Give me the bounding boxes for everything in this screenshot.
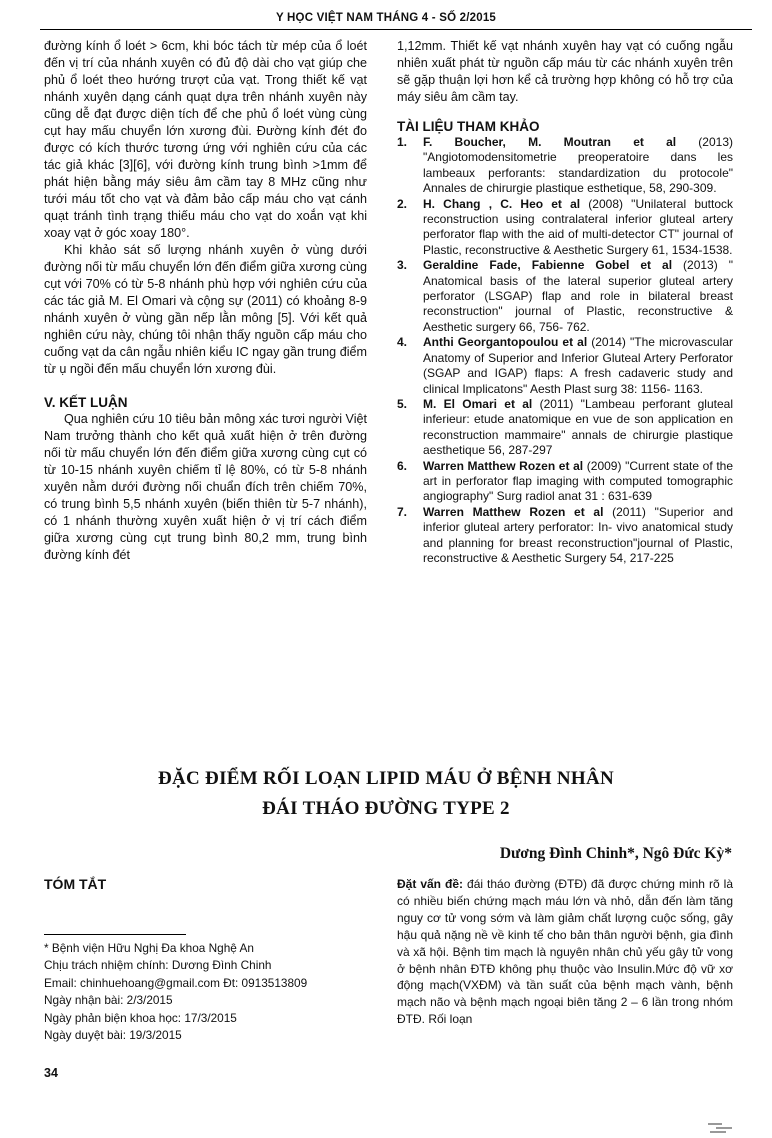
scan-mark-icon	[706, 1120, 736, 1134]
abstract-body: đái tháo đường (ĐTĐ) đã được chứng minh rõ là có nhiều biến chứng mạch máu lớn và nhỏ, dẫn đến làm tăng nguy cơ tử vong sớm và làm giảm chất lượng cuộc sống, gây hậu quả nặng nề về kinh tế cho bản thân người bệnh, gia đình và xã hội. Bệnh tim mạch là nguyên nhân chủ yếu gây tử vong ở bệnh nhân ĐTĐ không phụ thuộc vào Insulin.Mức độ vữ xơ động mạch(VXĐM) và tần suất của bệnh mạch vành, bệnh mạch não và bệnh mạch ngoại biên tăng 2 – 6 lần trong nhóm ĐTĐ. Rối loạn	[397, 877, 733, 1027]
reference-item: 2. H. Chang , C. Heo et al (2008) "Unilateral buttock reconstruction using contralateral inferior gluteal artery perforator flap with the aid of multi-detector CT" journal of Plastic, reconstructive & Aesthetic Surgery 61, 1534-1538.	[397, 196, 734, 257]
footnote-reviewed: Ngày phản biện khoa học: 17/3/2015	[44, 1010, 237, 1025]
summary-heading: TÓM TẮT	[44, 876, 107, 892]
footnote-received: Ngày nhận bài: 2/3/2015	[44, 993, 173, 1008]
body-paragraph: 1,12mm. Thiết kế vạt nhánh xuyên hay vạt có cuống ngẫu nhiên xuất phát từ nguồn cấp máu từ các nhánh xuyên trên sẽ gặp thuận lợi hơn kể cả trường hợp không có hỗ trợ của máy siêu âm cầm tay.	[397, 39, 733, 104]
footnote-contact: Email: chinhuehoang@gmail.com Đt: 0913513809	[44, 975, 308, 990]
article-authors: Dương Đình Chinh*, Ngô Đức Kỳ*	[499, 845, 732, 862]
body-paragraph: Khi khảo sát số lượng nhánh xuyên ở vùng dưới đường nối từ mấu chuyển lớn đến điểm giữa xương cùng cụt với 70% có từ 5-8 nhánh phù hợp với nghiên cứu của các tác giả M. El Omari và cộng sự (2011) có khoảng 8-9 nhánh xuyên ở vùng gần nếp lằn mông [5]. Với kết quả nghiên cứu này, chúng tôi nhận thấy nguồn cấp máu cho cuống vạt da cân ngẫu nhiên kiểu IC ngay gần trung điểm từ ụ ngồi đến mấu chuyển lớn xương đùi.	[44, 243, 367, 376]
body-paragraph: đường kính ổ loét > 6cm, khi bóc tách từ mép của ổ loét đến vị trí của nhánh xuyên có đủ độ dài cho vạt giúp che phủ ổ loét theo hướng trượt của vạt. Trong thiết kế vạt nhánh xuyên dạng cánh quạt dựa trên nhánh xuyên này cũng dễ đạt được diện tích để che phủ ổ loét vùng cùng cụt hay mấu chuyển lớn xương đùi. Đường kính đét đo được có kích thước tương ứng với nghiên cứu của các tác giả khác [3][6], với đường kính trung bình >1mm để phát hiện bằng máy siêu âm cầm tay 8 MHz cũng như tưới máu tốt cho vạt và đảm bảo cấp máu cho vạt cánh quạt tránh tình trạng thiếu máu cho vạt do xoắn vạt khi xoay vạt ở góc xoay 180°.	[44, 39, 367, 240]
abstract-lead: Đặt vấn đề:	[397, 877, 464, 891]
reference-item: 4. Anthi Georgantopoulou et al (2014) "The microvascular Anatomy of Superior and Inferior Gluteal Artery Perforator (SGAP and IGAP) flaps: A fresh cadaveric study and clinical Implicatons" Aesth Plast surg 38: 1156- 1163.	[397, 335, 733, 396]
reference-item: 7. Warren Matthew Rozen et al (2011) "Superior and inferior gluteal artery perforator: In- vivo anatomical study and planning for breast reconstruction"journal of Plastic, reconstructive & Aesthetic Surgery 54, 217-225	[397, 504, 733, 565]
left-column	[44, 38, 367, 564]
section-heading: V. KẾT LUẬN	[44, 395, 128, 410]
footnotes	[44, 940, 374, 1044]
body-paragraph: Qua nghiên cứu 10 tiêu bản mông xác tươi người Việt Nam trưởng thành cho kết quả xuất hiện ở trên đường nối từ mấu chuyển lớn đến điểm giữa xương cùng cụt có từ 10-15 nhánh xuyên chiếm tỉ lệ 80%, có từ 5-8 nhánh xuyên nằm dưới đường nối chuẩn đích trên chiếm 70%, có trung bình 5,5 nhánh xuyên (biến thiên từ 5-7 nhánh), có 1 nhánh thường xuyên xuất hiện ở vị trí cách điểm giữa xương cùng cụt trung bình 80,2 mm, trung bình đường kính đét	[44, 412, 367, 562]
footnote-approved: Ngày duyệt bài: 19/3/2015	[44, 1028, 182, 1043]
abstract-text	[397, 876, 733, 1028]
article-title-line1: ĐẶC ĐIỂM RỐI LOẠN LIPID MÁU Ở BỆNH NHÂN	[157, 768, 615, 789]
footnote-affiliation: * Bệnh viện Hữu Nghị Đa khoa Nghệ An	[44, 941, 254, 955]
reference-item: 1. F. Boucher, M. Moutran et al (2013) "Angiotomodensitometrie preoperatoire dans les lambeaux perforants: standardization du protocole" Annales de chirurgie plastique esthetique, 58, 290-309.	[397, 135, 733, 196]
right-column	[397, 38, 733, 566]
reference-item: 3. Geraldine Fade, Fabienne Gobel et al (2013) " Anatomical basis of the lateral superior gluteal artery perforator (LSGAP) flap and role in bilateral breast reconstruction" journal of Plastic, reconstructive & Aesthetic surgery 66, 756- 762.	[397, 258, 733, 334]
reference-item: 6. Warren Matthew Rozen et al (2009) "Current state of the art in perforator flap imaging with computed tomographic angiography" Surg radiol anat 31 : 631-639	[397, 458, 733, 504]
references-heading: TÀI LIỆU THAM KHẢO	[397, 119, 540, 134]
references-list	[397, 135, 733, 566]
article-title-line2: ĐÁI THÁO ĐƯỜNG TYPE 2	[262, 798, 510, 819]
journal-header: Y HỌC VIỆT NAM THÁNG 4 - SỐ 2/2015	[275, 12, 497, 24]
page-number: 34	[44, 1066, 58, 1080]
header-rule	[40, 29, 752, 30]
reference-item: 5. M. El Omari et al (2011) "Lambeau perforant gluteal inferieur: etude anatomique en vue de son application en reconstruction mammaire" annals de chirurgie plastique aesthetique 56, 287-297	[397, 396, 733, 458]
footnote-responsible: Chịu trách nhiệm chính: Dương Đình Chinh	[44, 958, 272, 973]
footnote-rule	[44, 934, 186, 935]
